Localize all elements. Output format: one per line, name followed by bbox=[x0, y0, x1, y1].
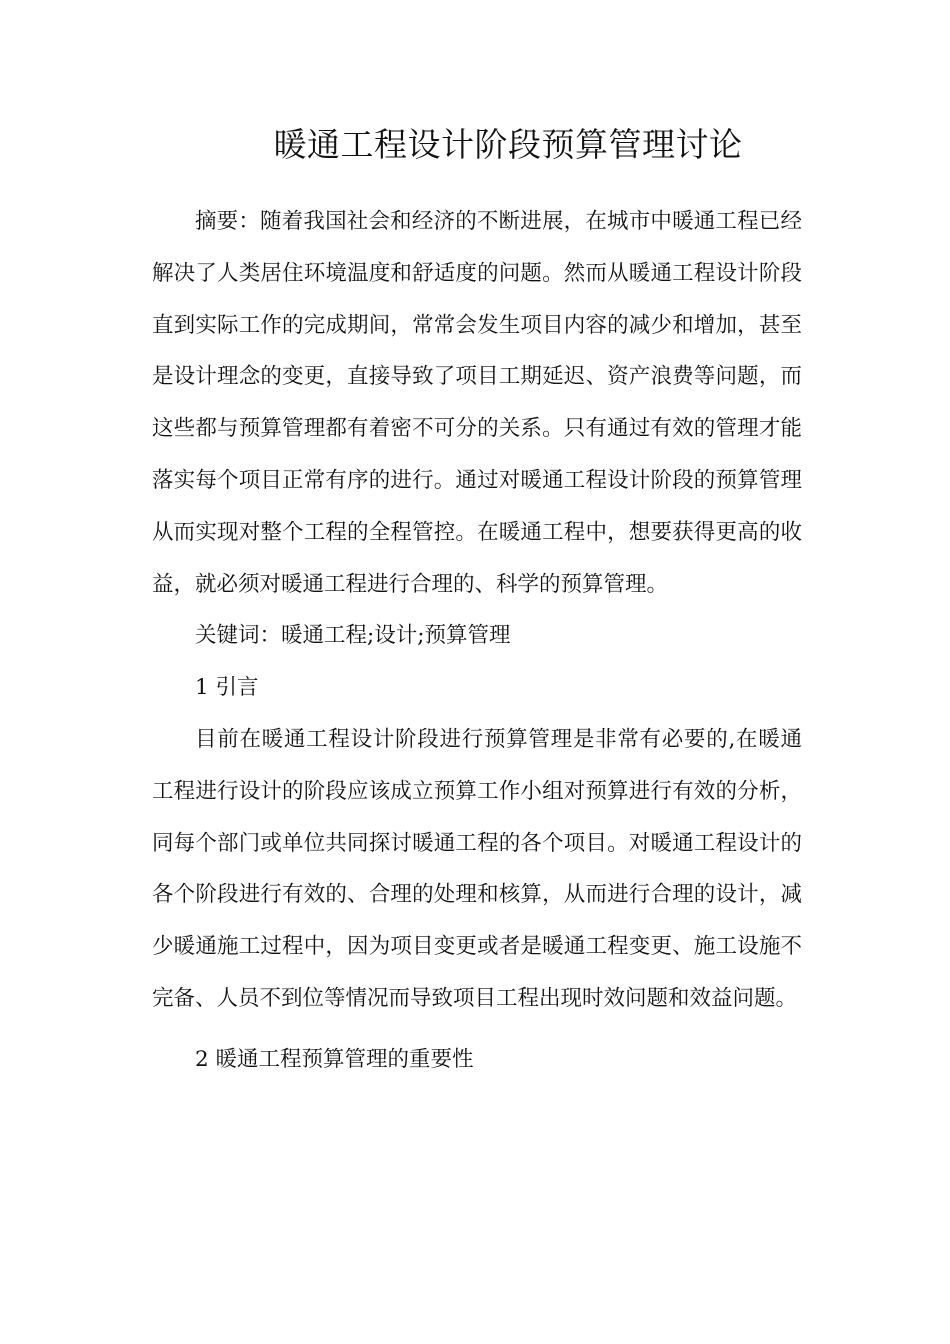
document-body bbox=[152, 196, 802, 1086]
section-1-heading: 1 引言 bbox=[195, 675, 259, 701]
keywords-line: 关键词：暖通工程;设计;预算管理 bbox=[195, 623, 511, 649]
section-2-heading: 2 暖通工程预算管理的重要性 bbox=[195, 1046, 474, 1072]
section-1-paragraph: 目前在暖通工程设计阶段进行预算管理是非常有必要的,在暖通工程进行设计的阶段应该成立预算工作小组对预算进行有效的分析，同每个部门或单位共同探讨暖通工程的各个项目。对暖通工程设计的各个阶段进行有效的、合理的处理和核算，从而进行合理的设计，减少暖通施工过程中，因为项目变更或者是暖通工程变更、施工设施不完备、人员不到位等情况而导致项目工程出现时效问题和效益问题。 bbox=[152, 726, 802, 1011]
abstract-paragraph: 摘要：随着我国社会和经济的不断进展，在城市中暖通工程已经解决了人类居住环境温度和舒适度的问题。然而从暖通工程设计阶段直到实际工作的完成期间，常常会发生项目内容的减少和增加，甚至是设计理念的变更，直接导致了项目工期延迟、资产浪费等问题，而这些都与预算管理都有着密不可分的关系。只有通过有效的管理才能落实每个项目正常有序的进行。通过对暖通工程设计阶段的预算管理从而实现对整个工程的全程管控。在暖通工程中，想要获得更高的收益，就必须对暖通工程进行合理的、科学的预算管理。 bbox=[152, 209, 802, 597]
document-title: 暖通工程设计阶段预算管理讨论 bbox=[273, 125, 743, 164]
